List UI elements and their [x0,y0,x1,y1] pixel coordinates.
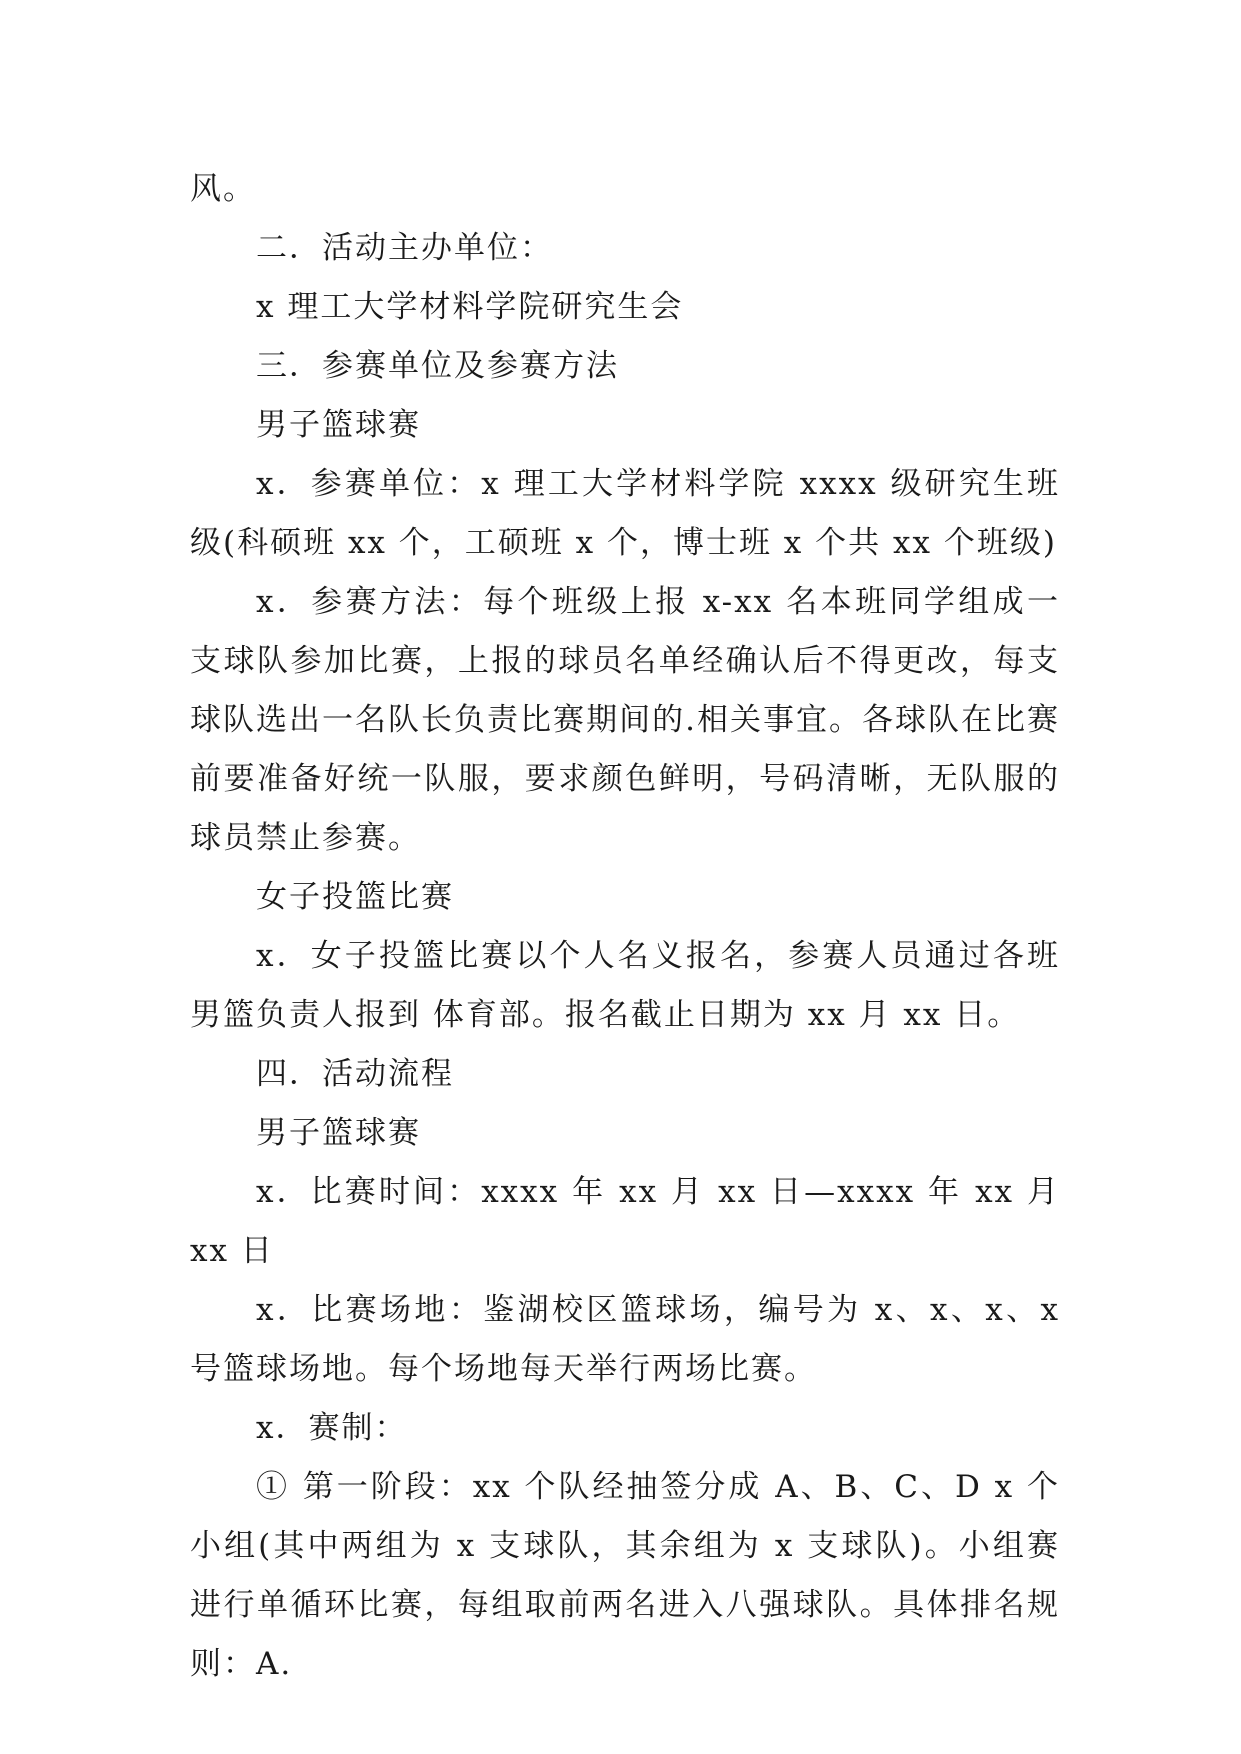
paragraph-match-venue: x．比赛场地：鉴湖校区篮球场，编号为 x、x、x、x 号篮球场地。每个场地每天举行两场比赛。 [190,1292,1060,1387]
paragraph-continuation: 风。 [190,171,256,207]
paragraph-stage-one: ① 第一阶段：xx 个队经抽签分成 A、B、C、D x 个小组(其中两组为 x 支球队，其余组为 x 支球队)。小组赛进行单循环比赛，每组取前两名进入八强球队。具体排名规则：A. [190,1469,1060,1682]
subheading-mens-basketball: 男子篮球赛 [256,407,421,443]
document-body [190,160,1060,1694]
paragraph-match-time: x．比赛时间：xxxx 年 xx 月 xx 日—xxxx 年 xx 月 xx 日 [190,1174,1060,1269]
heading-participants: 三．参赛单位及参赛方法 [256,348,619,384]
paragraph-format-heading: x．赛制： [256,1410,408,1446]
subheading-mens-basketball-flow: 男子篮球赛 [256,1115,421,1151]
subheading-womens-shooting: 女子投篮比赛 [256,879,454,915]
paragraph-participating-units: x．参赛单位：x 理工大学材料学院 xxxx 级研究生班级(科硕班 xx 个，工硕班 x 个，博士班 x 个共 xx 个班级) [190,466,1060,561]
paragraph-participation-method: x．参赛方法：每个班级上报 x-xx 名本班同学组成一支球队参加比赛，上报的球员名单经确认后不得更改，每支球队选出一名队长负责比赛期间的.相关事宜。各球队在比赛前要准备好统一队服，要求颜色鲜明，号码清晰，无队服的球员禁止参赛。 [190,584,1060,856]
paragraph-organizer-name: x 理工大学材料学院研究生会 [256,289,684,325]
heading-organizer: 二．活动主办单位： [256,230,553,266]
paragraph-womens-registration: x．女子投篮比赛以个人名义报名，参赛人员通过各班男篮负责人报到 体育部。报名截止日期为 xx 月 xx 日。 [190,938,1060,1033]
heading-event-flow: 四．活动流程 [256,1056,454,1092]
